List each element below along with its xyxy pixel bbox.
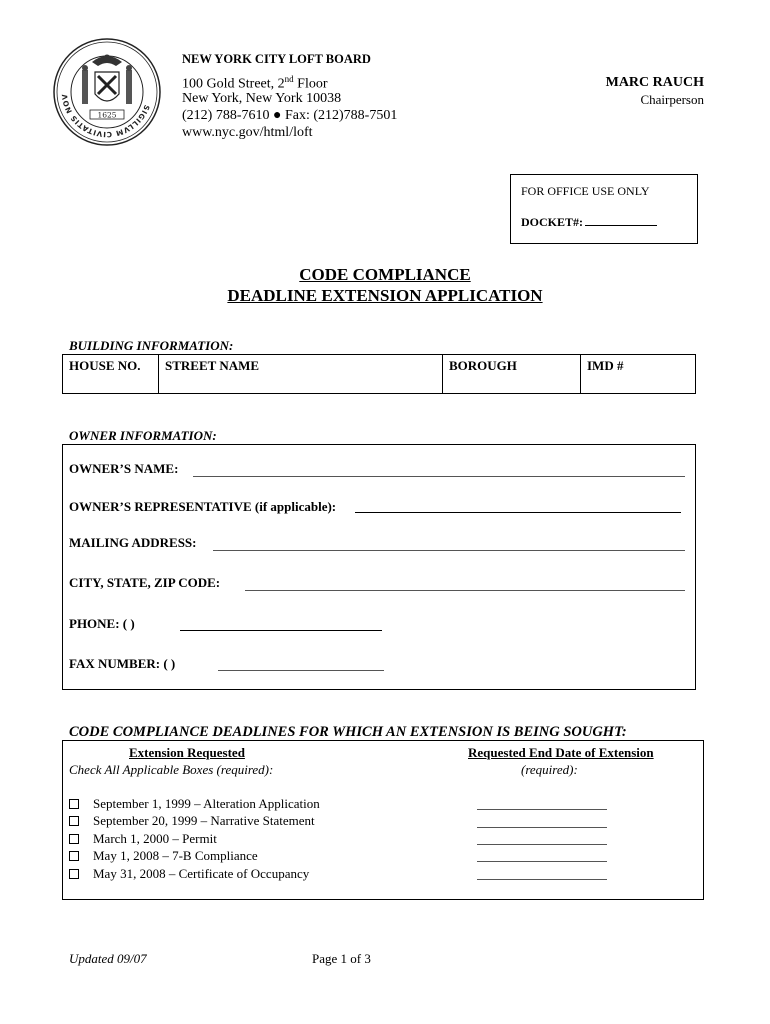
extension-heading: CODE COMPLIANCE DEADLINES FOR WHICH AN EXTENSION IS BEING SOUGHT: [69, 724, 627, 740]
end-date-input[interactable] [477, 844, 607, 845]
page-number: Page 1 of 3 [312, 951, 371, 966]
end-date-subheader: (required): [521, 762, 578, 777]
extension-option[interactable]: May 1, 2008 – 7-B Compliance [69, 848, 320, 866]
docket-input-line[interactable] [585, 215, 657, 226]
extension-requested-subheader: Check All Applicable Boxes (required): [69, 762, 274, 777]
nyc-seal-icon [52, 36, 162, 148]
mailing-address-label: MAILING ADDRESS: [69, 535, 197, 550]
end-date-input[interactable] [477, 861, 607, 862]
checkbox[interactable] [69, 816, 79, 826]
building-info-heading: BUILDING INFORMATION: [69, 338, 234, 353]
fax-number-input[interactable] [218, 670, 384, 671]
extension-option[interactable]: March 1, 2000 – Permit [69, 830, 320, 848]
extension-options [69, 795, 320, 883]
end-date-header: Requested End Date of Extension [468, 745, 654, 760]
end-date-input[interactable] [477, 809, 607, 810]
form-title-line1: CODE COMPLIANCE [299, 265, 471, 284]
street-name-cell[interactable]: STREET NAME [159, 355, 443, 393]
fax-number-label: FAX NUMBER: ( ) [69, 656, 176, 671]
building-info-table [62, 354, 696, 394]
imd-cell[interactable]: IMD # [587, 358, 624, 373]
extension-option[interactable]: September 20, 1999 – Narrative Statement [69, 813, 320, 831]
form-title-line2: DEADLINE EXTENSION APPLICATION [227, 286, 543, 305]
extension-option[interactable]: September 1, 1999 – Alteration Application [69, 795, 320, 813]
extension-option[interactable]: May 31, 2008 – Certificate of Occupancy [69, 865, 320, 883]
address-line: 100 Gold Street, 2nd Floor [182, 74, 328, 92]
borough-cell[interactable]: BOROUGH [443, 355, 581, 393]
phone-fax-line: (212) 788-7610 ● Fax: (212)788-7501 [182, 108, 398, 123]
city-state-zip-input[interactable] [245, 590, 685, 591]
city-state-zip-label: CITY, STATE, ZIP CODE: [69, 575, 221, 590]
checkbox[interactable] [69, 834, 79, 844]
svg-text:SIGILLVM CIVITATIS NOVI EBORAC: SIGILLVM CIVITATIS NOV [59, 93, 152, 140]
city-line: New York, New York 10038 [182, 91, 342, 106]
docket-field: DOCKET#: [521, 215, 657, 230]
checkbox[interactable] [69, 869, 79, 879]
chairperson-title: Chairperson [640, 92, 704, 107]
extension-box [62, 740, 704, 900]
checkbox[interactable] [69, 799, 79, 809]
owners-name-label: OWNER’S NAME: [69, 461, 179, 476]
updated-date: Updated 09/07 [69, 951, 147, 966]
agency-name: NEW YORK CITY LOFT BOARD [182, 52, 371, 66]
phone-label: PHONE: ( ) [69, 616, 135, 631]
extension-requested-header: Extension Requested [129, 745, 245, 760]
office-use-box [510, 174, 698, 244]
svg-text:1625: 1625 [97, 110, 117, 120]
owner-info-box [62, 444, 696, 690]
house-no-cell[interactable]: HOUSE NO. [63, 355, 159, 393]
chairperson-name: MARC RAUCH [605, 75, 704, 90]
end-date-input[interactable] [477, 879, 607, 880]
website-link[interactable]: www.nyc.gov/html/loft [182, 125, 313, 140]
mailing-address-input[interactable] [213, 550, 685, 551]
owners-name-input[interactable] [193, 476, 685, 477]
owner-info-heading: OWNER INFORMATION: [69, 428, 217, 443]
checkbox[interactable] [69, 851, 79, 861]
office-use-label: FOR OFFICE USE ONLY [521, 184, 650, 198]
end-date-input[interactable] [477, 827, 607, 828]
owners-rep-input[interactable] [355, 512, 681, 513]
phone-input[interactable] [180, 630, 382, 631]
owners-rep-label: OWNER’S REPRESENTATIVE (if applicable): [69, 499, 337, 514]
